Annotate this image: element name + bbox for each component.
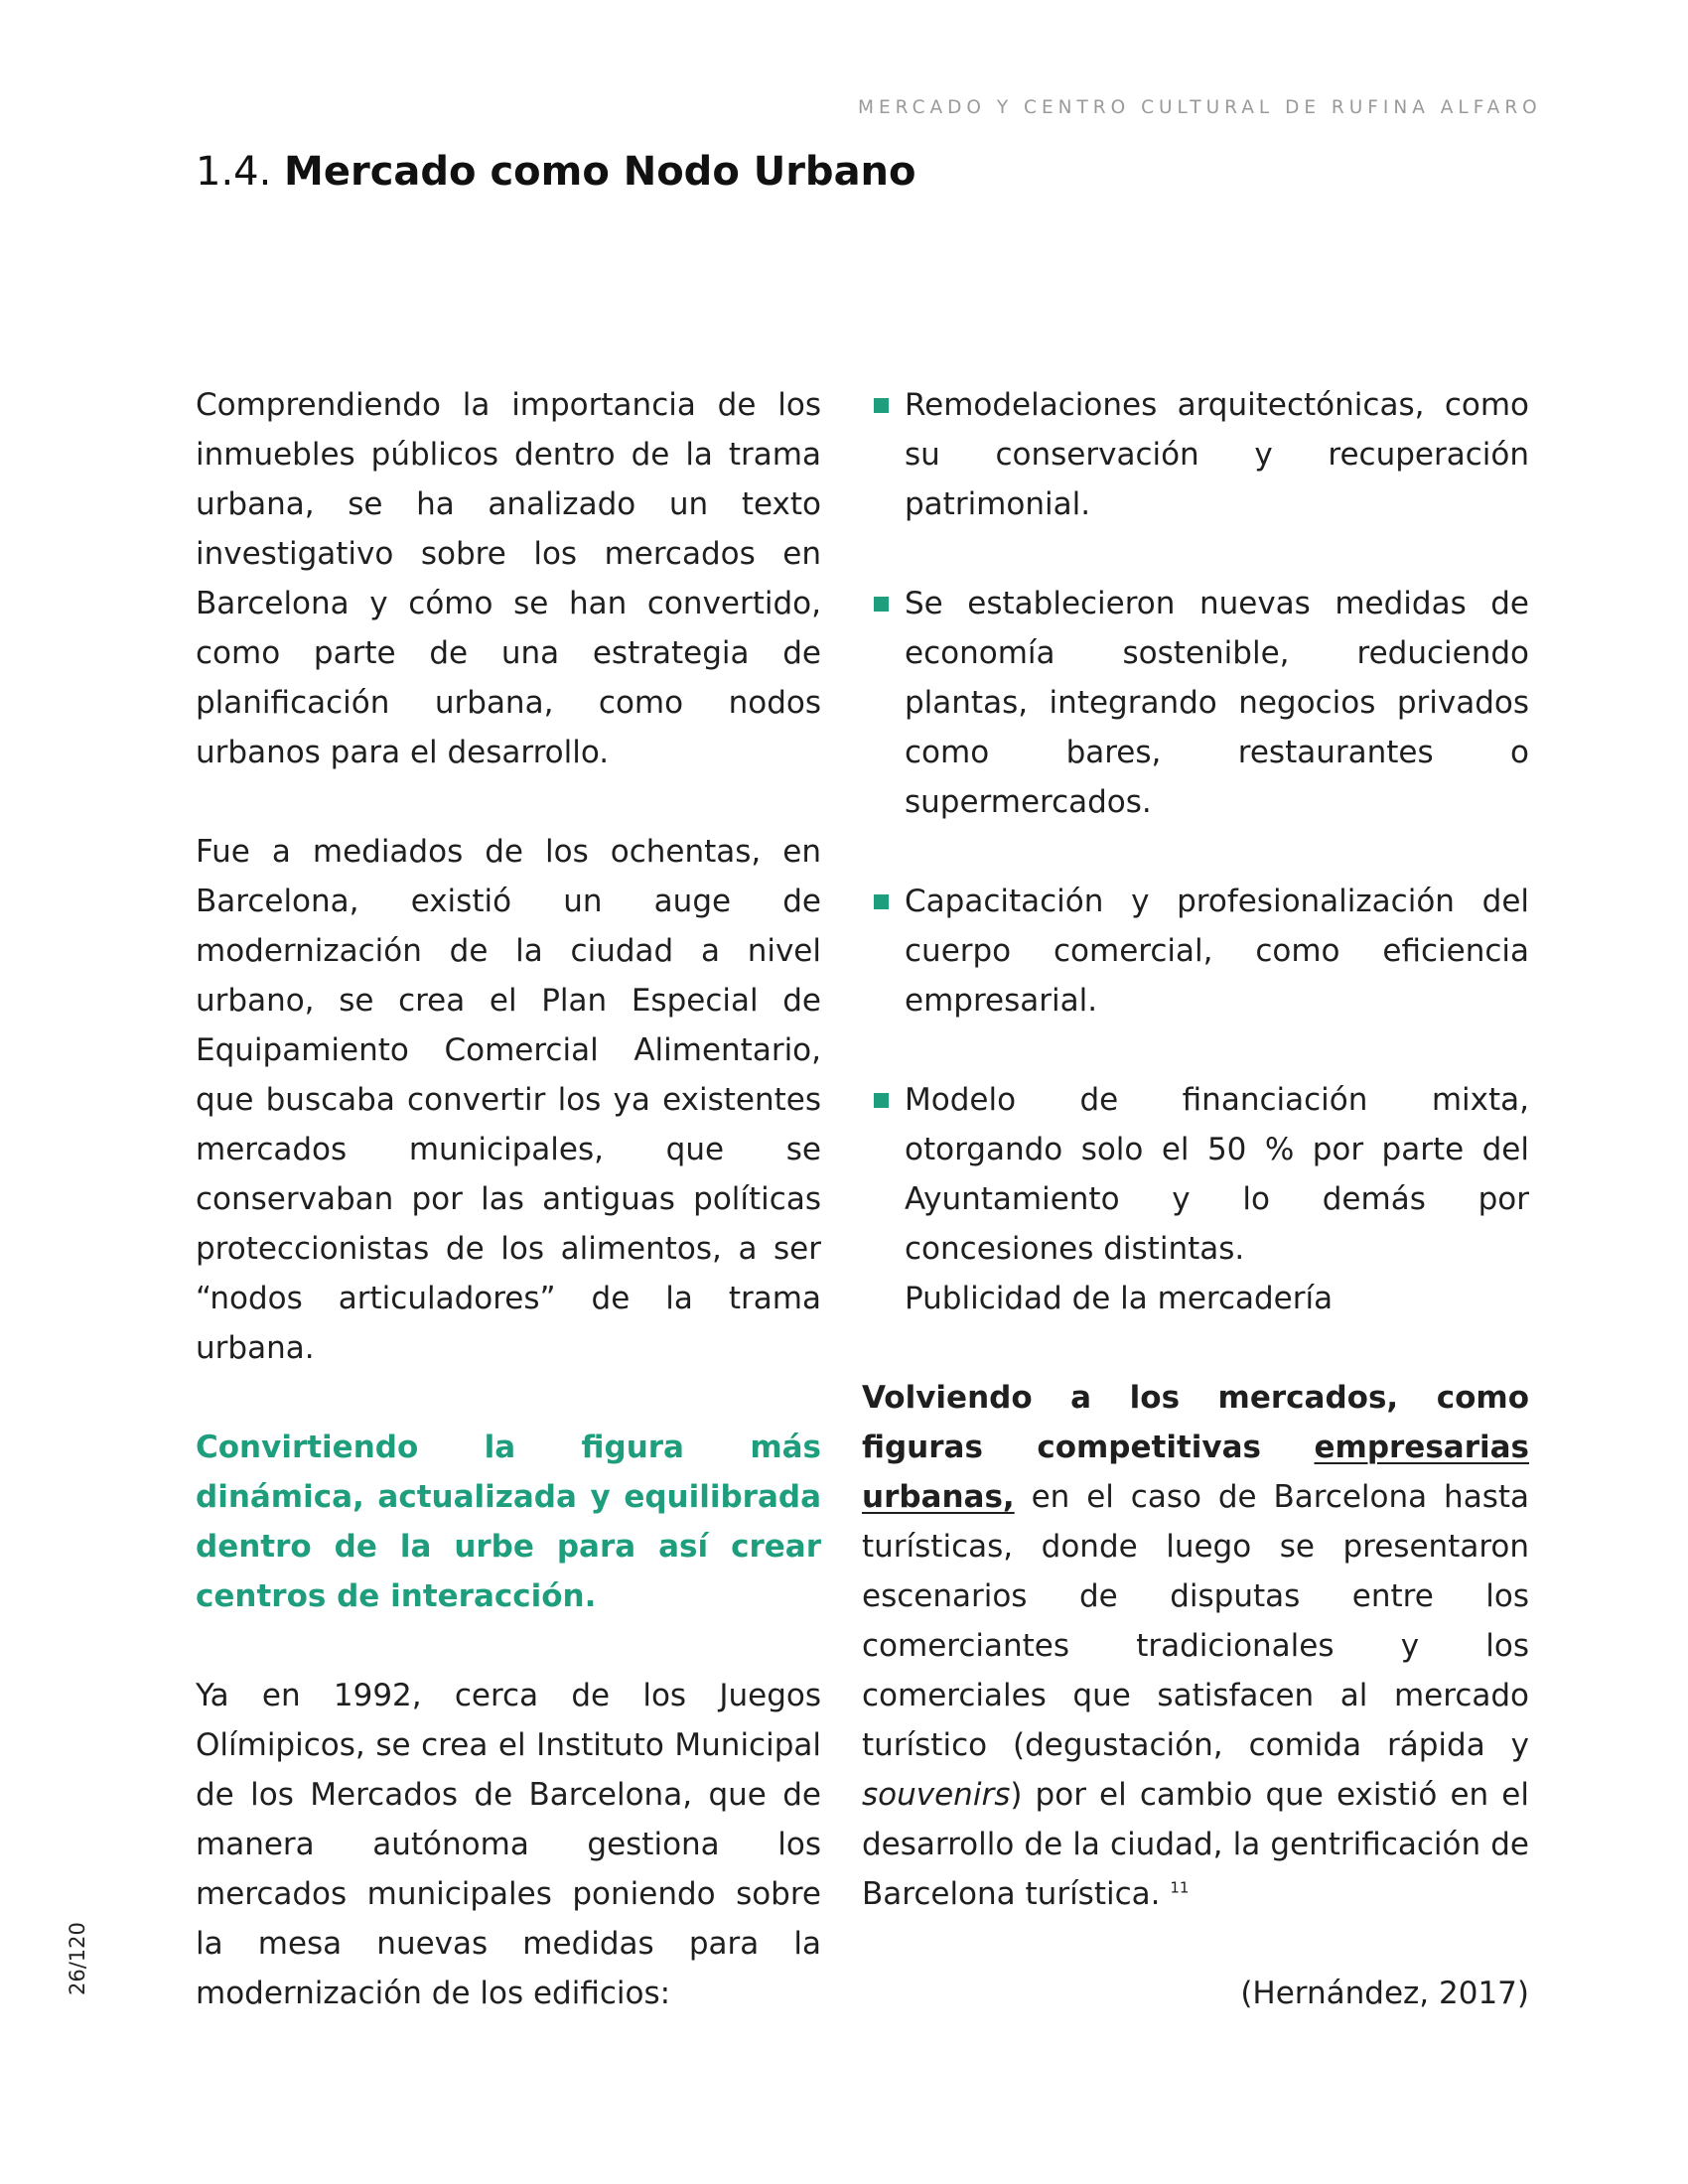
list-item-text: Remodelaciones arquitectónicas, como su conservación y recuperación patrimonial. (905, 387, 1529, 522)
left-column (196, 380, 821, 2018)
footnote-marker: 11 (1170, 1878, 1190, 1897)
list-item-text: Se establecieron nuevas medidas de economía sostenible, reduciendo plantas, integrando negocios privados como bares, restaurantes o supermercados. (905, 586, 1529, 820)
paragraph-history: Fue a mediados de los ochentas, en Barcelona, existió un auge de modernización de la ciudad a nivel urbano, se crea el Plan Especial de Equipamiento Comercial Alimentario, que buscaba convertir los ya existentes mercados municipales, que se conservaban por las antiguas políticas proteccionistas de los alimentos, a ser “nodos articuladores” de la trama urbana. (196, 834, 821, 1366)
list-item-text: Capacitación y profesionalización del cuerpo comercial, como eficiencia empresarial. (905, 884, 1529, 1019)
list-item (862, 579, 1529, 827)
square-bullet-icon (874, 597, 889, 612)
running-header: MERCADO Y CENTRO CULTURAL DE RUFINA ALFARO (858, 97, 1542, 118)
quote-bold-lead: Volviendo a los mercados, como figuras competitivas (862, 1380, 1529, 1465)
quote-text-a: en el caso de Barcelona hasta turísticas, donde luego se presentaron escenarios de disputas entre los comerciantes tradicionales y los comerciales que satisfacen al mercado turístico (degustación, comida rápida y (862, 1479, 1529, 1763)
paragraph-institute: Ya en 1992, cerca de los Juegos Olímipicos, se crea el Instituto Municipal de los Mercados de Barcelona, que de manera autónoma gestiona los mercados municipales poniendo sobre la mesa nuevas medidas para la modernización de los edificios: (196, 1678, 821, 2011)
quote-underlined-term: empresarias urbanas, (862, 1430, 1529, 1515)
list-item (862, 877, 1529, 1025)
quote-paragraph (862, 1373, 1529, 1919)
measures-list (862, 380, 1529, 1323)
section-number: 1.4. (196, 149, 272, 195)
right-column (862, 380, 1529, 2018)
page-number: 26/120 (66, 1922, 89, 1995)
paragraph-intro: Comprendiendo la importancia de los inmuebles públicos dentro de la trama urbana, se ha analizado un texto investigativo sobre los mercados en Barcelona y cómo se han convertido, como parte de una estrategia de planificación urbana, como nodos urbanos para el desarrollo. (196, 387, 821, 770)
quote-italic-term: souvenirs (862, 1777, 1011, 1813)
list-item-text: Modelo de financiación mixta, otorgando solo el 50 % por parte del Ayuntamiento y lo demás por concesiones distintas. (905, 1082, 1529, 1267)
list-item (862, 1075, 1529, 1323)
square-bullet-icon (874, 894, 889, 909)
list-item-extra-line: Publicidad de la mercadería (905, 1281, 1334, 1316)
quote-text-b: ) por el cambio que existió en el desarrollo de la ciudad, la gentrificación de Barcelona turística. (862, 1777, 1529, 1912)
section-title: Mercado como Nodo Urbano (284, 149, 916, 195)
section-heading (196, 149, 916, 195)
list-item (862, 380, 1529, 529)
highlight-statement: Convirtiendo la figura más dinámica, actualizada y equilibrada dentro de la urbe para así crear centros de interacción. (196, 1430, 821, 1614)
square-bullet-icon (874, 1093, 889, 1108)
citation: (Hernández, 2017) (1240, 1976, 1529, 2011)
square-bullet-icon (874, 398, 889, 413)
